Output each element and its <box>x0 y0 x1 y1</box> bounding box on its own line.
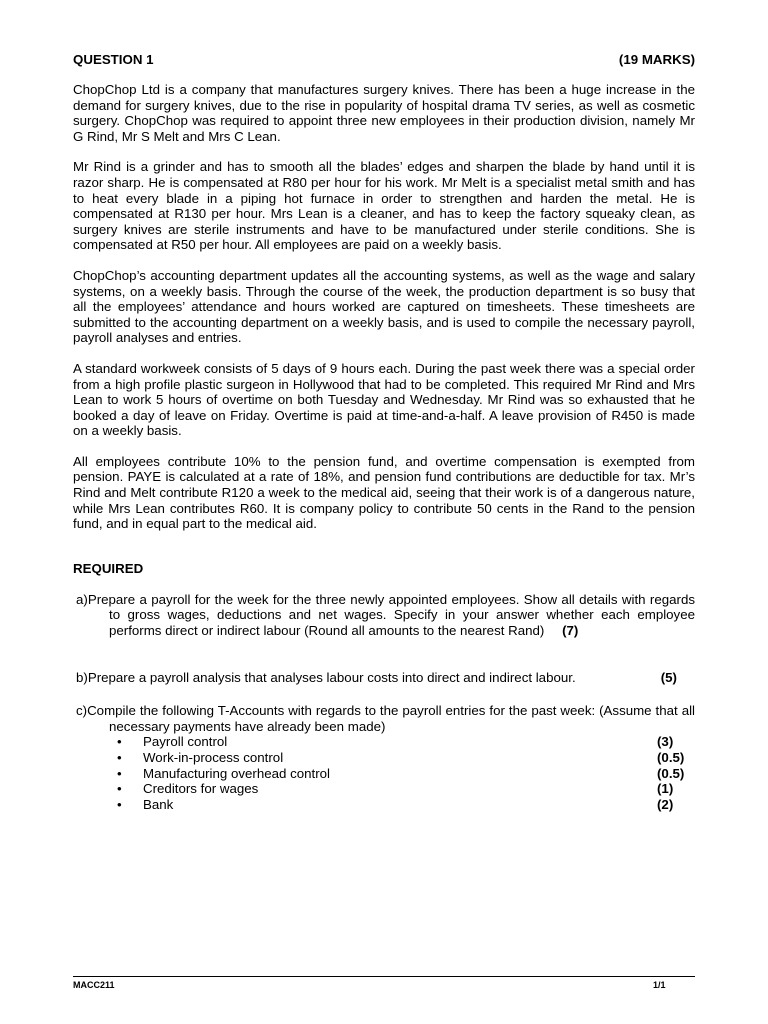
required-item-b <box>73 670 695 686</box>
item-b-label: b) <box>76 669 88 685</box>
paragraph-workweek: A standard workweek consists of 5 days of 9 hours each. During the past week there was a special order from a high profile plastic surgeon in Hollywood that had to be completed. This required Mr Rind and Mrs Lean to work 5 hours of overtime on both Tuesday and Wednesday. Mr Rind was so exhausted that he booked a day of leave on Friday. Overtime is paid at time-and-a-half. A leave provision of R450 is made on a weekly basis. <box>73 360 695 439</box>
required-item-c <box>73 703 695 734</box>
document-page <box>73 49 695 812</box>
list-item: • Bank (2) <box>117 796 674 812</box>
bullet-icon: • <box>117 765 122 781</box>
paragraph-contributions: All employees contribute 10% to the pension fund, and overtime compensation is exempted from pension. PAYE is calculated at a rate of 18%, and pension fund contributions are deductible for tax. Mr’s Rind and Melt contribute R120 a week to the medical aid, seeing that their work is of a dangerous nature, while Mrs Lean contributes R60. It is company policy to contribute 50 cents in the Rand to the pension fund, and in equal part to the medical aid. <box>73 453 695 532</box>
question-header <box>73 51 695 69</box>
bullet-icon: • <box>117 796 122 812</box>
bullet-icon: • <box>117 734 122 750</box>
page-footer <box>73 976 695 990</box>
question-marks: (19 MARKS) <box>618 52 695 67</box>
item-c-text: Compile the following T-Accounts with regards to the payroll entries for the past week: (Assume that all necessary payments have already been made) <box>87 703 695 734</box>
required-heading: REQUIRED <box>73 560 144 576</box>
bullet-icon: • <box>117 781 122 797</box>
item-b-marks: (5) <box>660 669 677 685</box>
list-item: • Payroll control (3) <box>117 734 674 750</box>
bullet-icon: • <box>117 750 122 765</box>
paragraph-intro: ChopChop Ltd is a company that manufactures surgery knives. There has been a huge increase in the demand for surgery knives, due to the rise in popularity of hospital drama TV series, as well as cosmetic surgery. ChopChop was required to appoint three new employees in their production division, namely Mr G Rind, Mr S Melt and Mrs C Lean. <box>73 82 695 144</box>
question-title: QUESTION 1 <box>73 52 154 67</box>
t-accounts-list <box>73 734 695 812</box>
required-item-a <box>73 592 695 639</box>
item-a-label: a) <box>76 591 88 607</box>
item-c-label: c) <box>76 703 88 719</box>
item-a-text: Prepare a payroll for the week for the three newly appointed employees. Show all details with regards to gross wages, deductions and net wages. Specify in your answer whether each employee performs direct or indirect labour (Round all amounts to the nearest Rand) <box>87 591 695 639</box>
item-b-text: Prepare a payroll analysis that analyses labour costs into direct and indirect labour. <box>87 669 576 685</box>
paragraph-accounting: ChopChop’s accounting department updates all the accounting systems, as well as the wage and salary systems, on a weekly basis. Through the course of the week, the production department is so busy that all the employees’ attendance and hours worked are captured on timesheets. These timesheets are submitted to the accounting department on a weekly basis, and is used to compile the necessary payroll, payroll analyses and entries. <box>73 267 695 346</box>
item-a-marks: (7) <box>562 623 579 639</box>
course-code: MACC211 <box>73 980 115 990</box>
paragraph-compensation: Mr Rind is a grinder and has to smooth all the blades’ edges and sharpen the blade by hand until it is razor sharp. He is compensated at R80 per hour for his work. Mr Melt is a specialist metal smith and has to heat every blade in a piping hot furnace in order to strengthen and harden the metal. He is compensated at R130 per hour. Mrs Lean is a cleaner, and has to keep the factory squeaky clean, as surgery knives are sterile instruments and have to be manufactured under sterile conditions. She is compensated at R50 per hour. All employees are paid on a weekly basis. <box>73 159 695 253</box>
list-item: • Work-in-process control (0.5) <box>117 750 685 765</box>
list-item: • Creditors for wages (1) <box>117 781 674 797</box>
list-item: • Manufacturing overhead control (0.5) <box>117 765 685 781</box>
page-number: 1/1 <box>653 980 666 990</box>
